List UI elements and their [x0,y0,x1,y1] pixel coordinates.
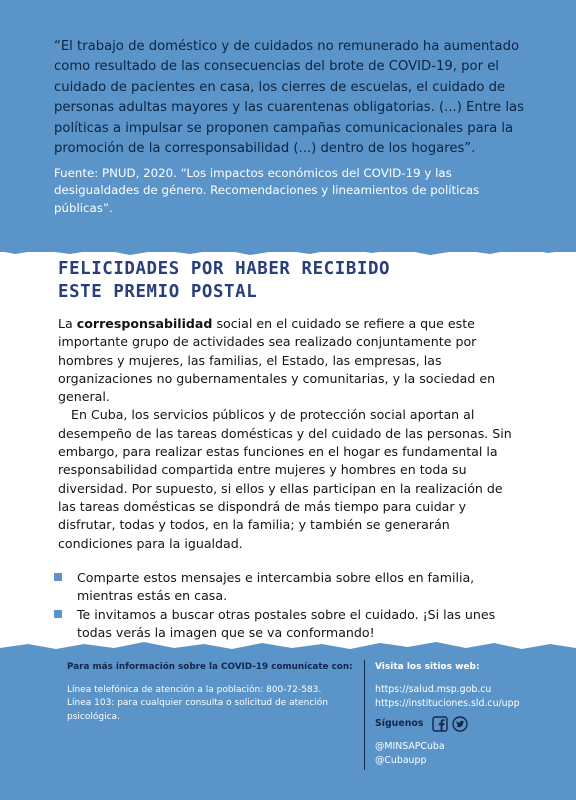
footer-panel [0,650,576,800]
torn-edge-top [0,232,576,258]
heading-line-2: ESTE PREMIO POSTAL [58,282,258,302]
twitter-icon[interactable] [452,716,468,732]
keyword-bold: corresponsabilidad [76,316,213,331]
heading-line-1: FELICIDADES POR HABER RECIBIDO [58,259,391,279]
paragraph-2: En Cuba, los servicios públicos y de protección social aportan al desempeño de las tareas domésticas y del cuidado de las personas. Sin embargo, para realizar estas funciones en el hogar es fundamental la responsabilidad compartida entre mujeres y hombres en toda su diversidad. Por supuesto, si ellos y ellas participan en la realización de las tareas domésticas se dispondrá de más tiempo para cuidar y disfrutar, todas y todos, en la familia; y también se generarán condiciones para la igualdad. [58,407,512,551]
line-103-text: Línea 103: para cualquier consulta o solicitud de atención psicológica. [67,698,329,722]
follow-label: Síguenos [375,718,424,729]
quote-text: “El trabajo de doméstico y de cuidados no remunerado ha aumentado como resultado de las consecuencias del brote de COVID-19, por el cuidado de pacientes en casa, los cierres de escuelas, el cuidado de personas adultas mayores y las cuarentenas obligatorias. (...) Entre las políticas a impulsar se proponen campañas comunicacionales para la promoción de la corresponsabilidad (...) dentro de los hogares”. [54,39,524,157]
handle-minsap[interactable]: @MINSAPCuba [375,741,445,752]
websites-title: Visita los sitios web: [375,662,480,672]
torn-edge-bottom [0,640,576,662]
website-link-salud[interactable]: https://salud.msp.gob.cu [375,684,492,695]
page-heading [58,258,390,304]
bullet-list [54,569,534,642]
bullet-square-icon [54,573,62,581]
hotline-text: Línea telefónica de atención a la población: 800-72-583. [67,685,322,695]
website-link-upp[interactable]: https://instituciones.sld.cu/upp [375,698,520,709]
list-item: Comparte estos mensajes e intercambia sobre ellos en familia, mientras estás en casa. [54,569,534,606]
footer-divider [364,660,365,770]
facebook-icon[interactable] [432,716,448,732]
list-item: Te invitamos a buscar otras postales sobre el cuidado. ¡Si las unes todas verás la imagen que se va conformando! [54,606,534,643]
paragraph-1: La corresponsabilidad social en el cuidado se refiere a que este importante grupo de actividades sea realizado conjuntamente por hombres y mujeres, las familias, el Estado, las empresas, las organizaciones no gubernamentales y comunitarias, y la sociedad en general. [58,316,496,405]
quote-source: Fuente: PNUD, 2020. “Los impactos económicos del COVID-19 y las desigualdades de género. Recomendaciones y lineamientos de políticas públicas”. [54,166,480,215]
body-text [58,315,524,553]
handle-cubaupp[interactable]: @Cubaupp [375,755,427,766]
info-title: Para más información sobre la COVID-19 comunícate con: [67,662,353,672]
bullet-square-icon [54,610,62,618]
contact-lines [67,684,357,724]
